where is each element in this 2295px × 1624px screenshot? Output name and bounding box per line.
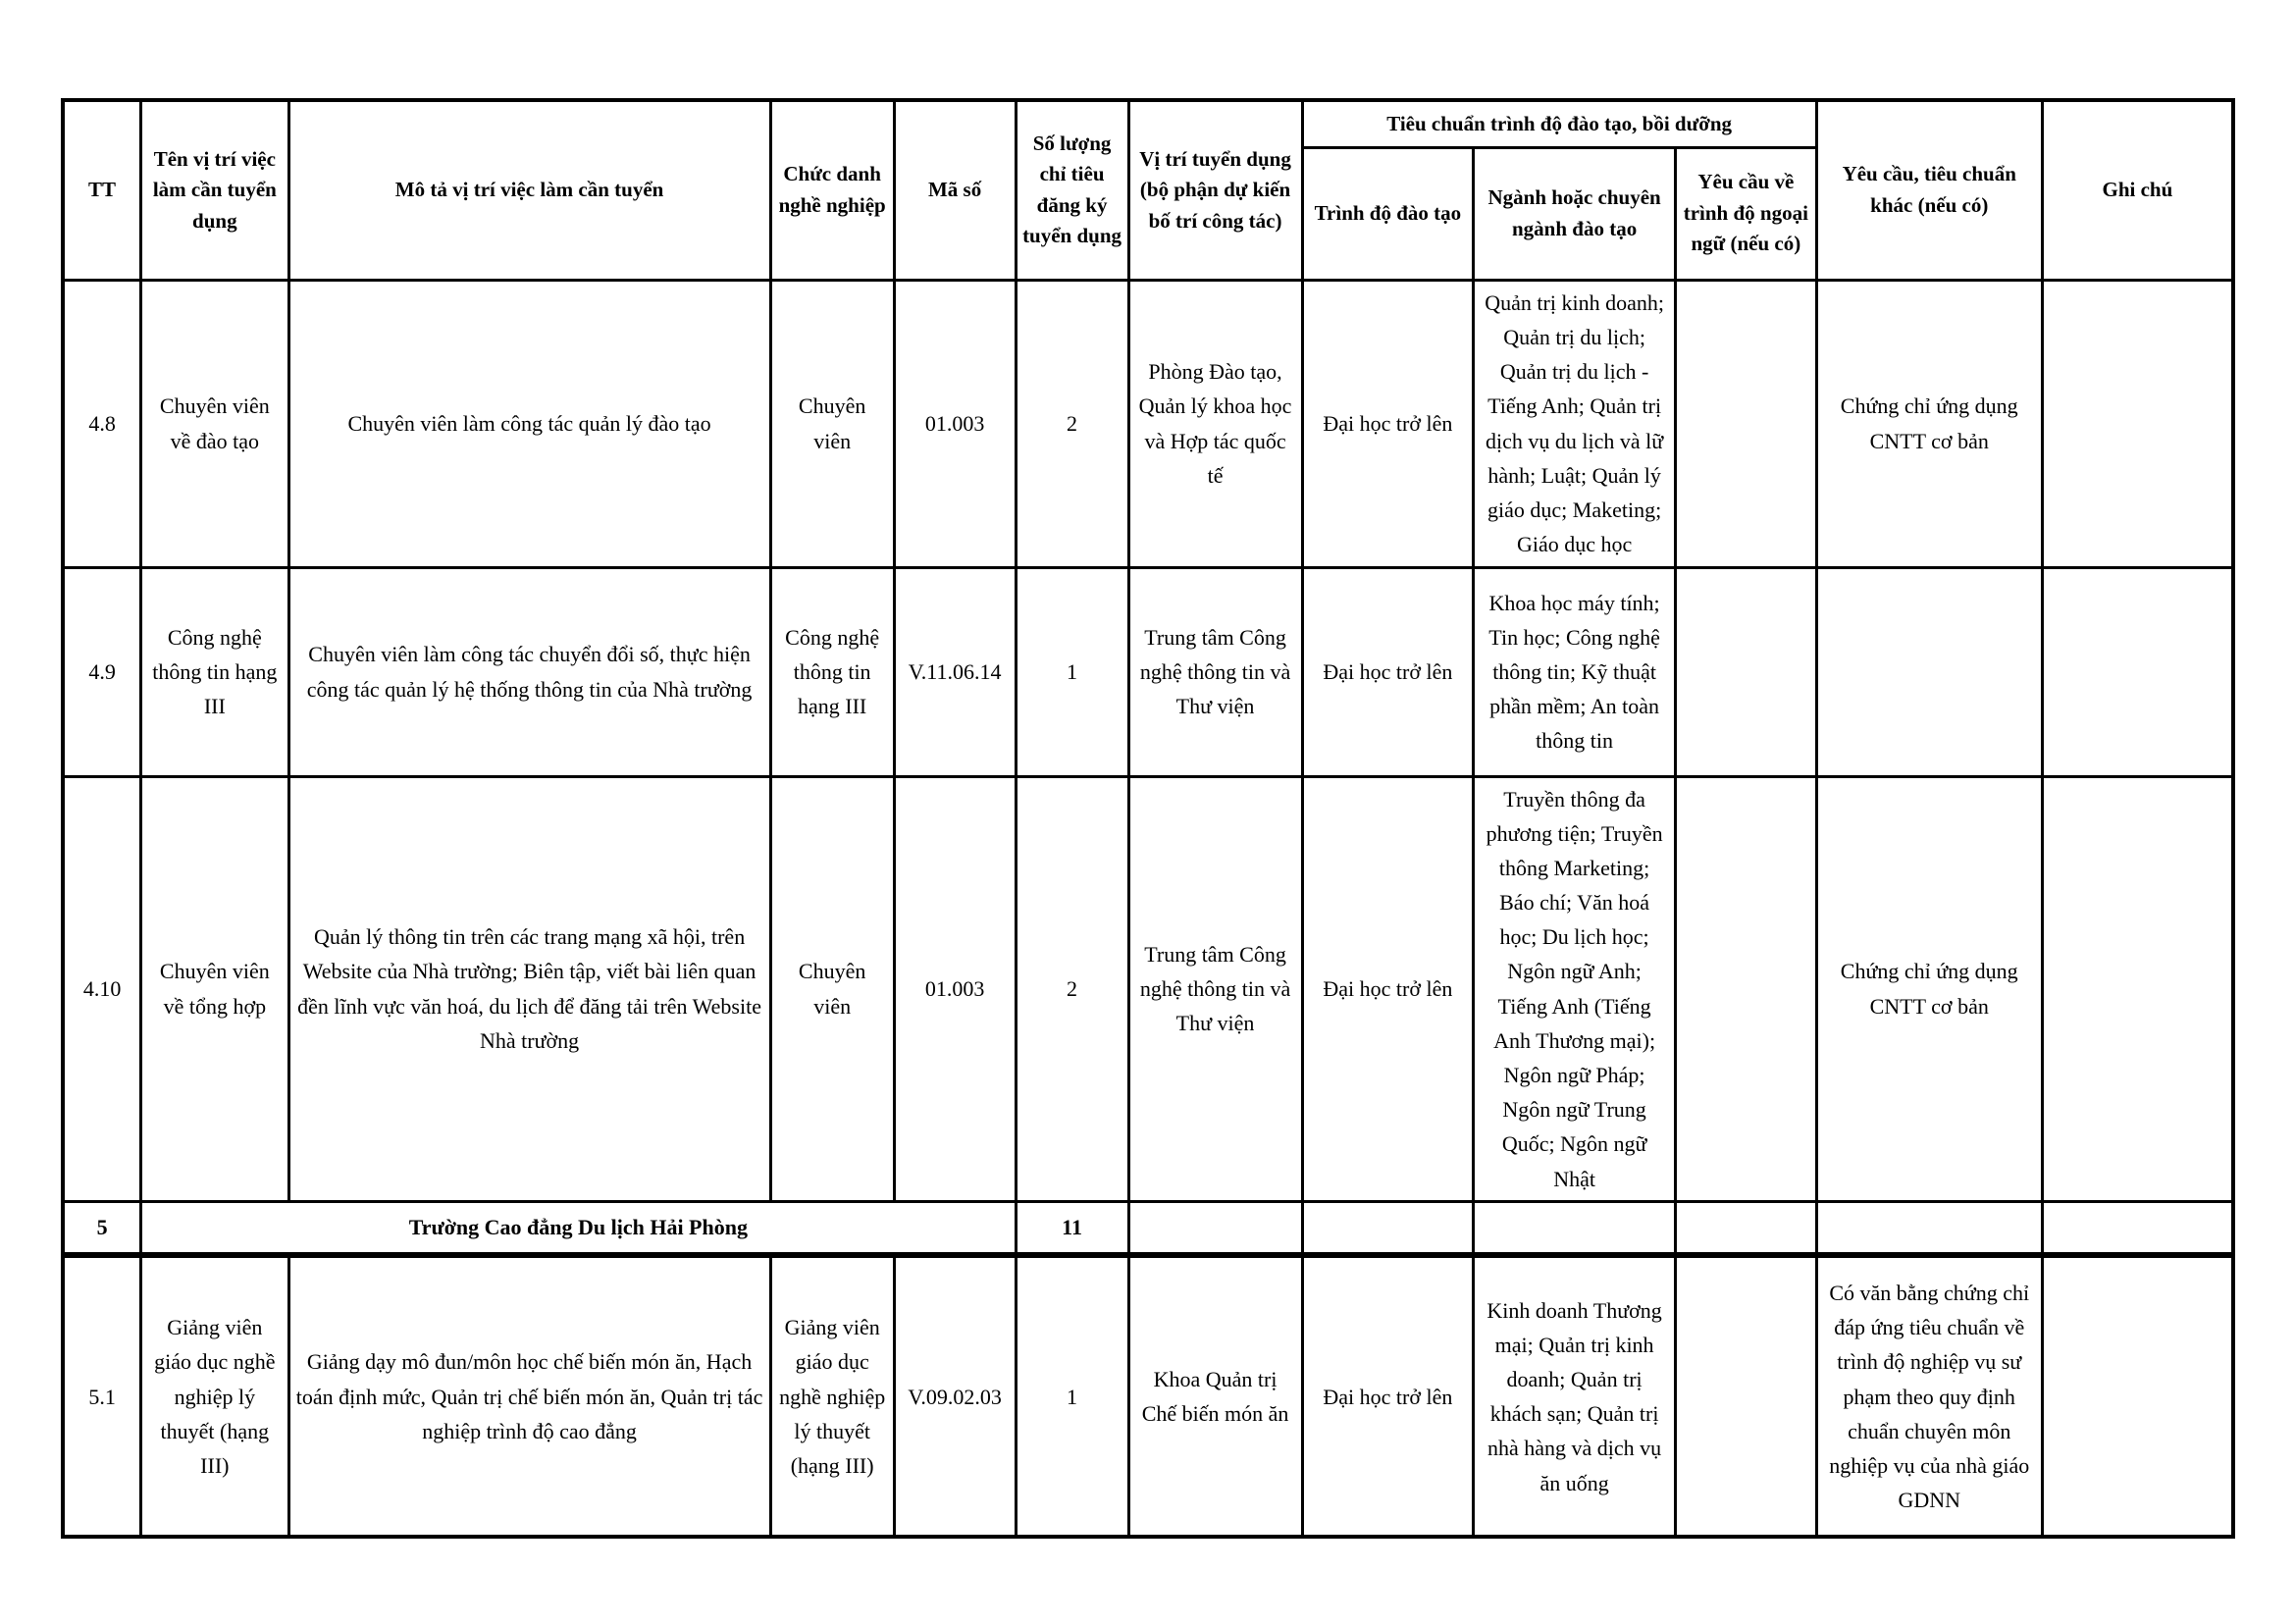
row-4-8-tt-cell: 4.8 bbox=[63, 280, 141, 567]
row-5-1-mo-ta-cell: Giảng dạy mô đun/môn học chế biến món ăn, Hạch toán định mức, Quản trị chế biến món ăn, Quản trị tác nghiệp trình độ cao đẳng bbox=[288, 1255, 770, 1537]
row-5-1-ghi-chu-cell bbox=[2042, 1255, 2233, 1537]
col-header-chuc-danh: Chức danh nghề nghiệp bbox=[770, 100, 894, 280]
col-header-trinh-do: Trình độ đào tạo bbox=[1302, 147, 1474, 280]
row-4-8-ghi-chu-cell bbox=[2042, 280, 2233, 567]
table-row-4-9 bbox=[63, 567, 2233, 776]
row-4-9-trinh-do-cell: Đại học trở lên bbox=[1302, 567, 1474, 776]
row-4-9-ma-so-cell: V.11.06.14 bbox=[894, 567, 1016, 776]
row-5-1-tt-cell: 5.1 bbox=[63, 1255, 141, 1537]
table-row-4-10 bbox=[63, 776, 2233, 1201]
row-4-8-so-luong-cell: 2 bbox=[1016, 280, 1128, 567]
col-header-ngoai-ngu: Yêu cầu về trình độ ngoại ngữ (nếu có) bbox=[1675, 147, 1816, 280]
row-4-9-ngoai-ngu-cell bbox=[1675, 567, 1816, 776]
row-4-10-ma-so-cell: 01.003 bbox=[894, 776, 1016, 1201]
row-5-1-ma-so-cell: V.09.02.03 bbox=[894, 1255, 1016, 1537]
section-5-ngoai-ngu-cell bbox=[1675, 1201, 1816, 1255]
row-4-10-nganh-cell: Truyền thông đa phương tiện; Truyền thông Marketing; Báo chí; Văn hoá học; Du lịch học; Ngôn ngữ Anh; Tiếng Anh (Tiếng Anh Thương mại); Ngôn ngữ Pháp; Ngôn ngữ Trung Quốc; Ngôn ngữ Nhật bbox=[1474, 776, 1676, 1201]
row-4-8-chuc-danh-cell: Chuyên viên bbox=[770, 280, 894, 567]
table-row-4-8 bbox=[63, 280, 2233, 567]
col-header-vi-tri-tuyen-dung: Vị trí tuyển dụng (bộ phận dự kiến bố trí công tác) bbox=[1128, 100, 1302, 280]
col-header-tieu-chuan-group: Tiêu chuẩn trình độ đào tạo, bồi dưỡng bbox=[1302, 100, 1816, 147]
row-5-1-yeu-cau-khac-cell: Có văn bằng chứng chỉ đáp ứng tiêu chuẩn về trình độ nghiệp vụ sư phạm theo quy định chuẩn chuyên môn nghiệp vụ của nhà giáo GDNN bbox=[1816, 1255, 2042, 1537]
row-4-10-so-luong-cell: 2 bbox=[1016, 776, 1128, 1201]
col-header-mo-ta: Mô tả vị trí việc làm cần tuyển bbox=[288, 100, 770, 280]
row-4-10-ghi-chu-cell bbox=[2042, 776, 2233, 1201]
row-5-1-chuc-danh-cell: Giảng viên giáo dục nghề nghiệp lý thuyết (hạng III) bbox=[770, 1255, 894, 1537]
row-4-8-mo-ta-cell: Chuyên viên làm công tác quản lý đào tạo bbox=[288, 280, 770, 567]
row-4-10-ngoai-ngu-cell bbox=[1675, 776, 1816, 1201]
table-row-5-1 bbox=[63, 1255, 2233, 1537]
row-4-8-nganh-cell: Quản trị kinh doanh; Quản trị du lịch; Quản trị du lịch - Tiếng Anh; Quản trị dịch vụ du lịch và lữ hành; Luật; Quản lý giáo dục; Maketing; Giáo dục học bbox=[1474, 280, 1676, 567]
col-header-ghi-chu: Ghi chú bbox=[2042, 100, 2233, 280]
col-header-nganh: Ngành hoặc chuyên ngành đào tạo bbox=[1474, 147, 1676, 280]
row-4-8-ngoai-ngu-cell bbox=[1675, 280, 1816, 567]
section-5-title-cell: Trường Cao đẳng Du lịch Hải Phòng bbox=[141, 1201, 1016, 1255]
row-4-10-yeu-cau-khac-cell: Chứng chỉ ứng dụng CNTT cơ bản bbox=[1816, 776, 2042, 1201]
row-4-9-vi-tri-cell: Trung tâm Công nghệ thông tin và Thư viện bbox=[1128, 567, 1302, 776]
row-5-1-vi-tri-cell: Khoa Quản trị Chế biến món ăn bbox=[1128, 1255, 1302, 1537]
row-4-10-mo-ta-cell: Quản lý thông tin trên các trang mạng xã hội, trên Website của Nhà trường; Biên tập, viết bài liên quan đền lĩnh vực văn hoá, du lịch để đăng tải trên Website Nhà trường bbox=[288, 776, 770, 1201]
col-header-tt: TT bbox=[63, 100, 141, 280]
section-5-vi-tri-cell bbox=[1128, 1201, 1302, 1255]
row-5-1-trinh-do-cell: Đại học trở lên bbox=[1302, 1255, 1474, 1537]
col-header-yeu-cau-khac: Yêu cầu, tiêu chuẩn khác (nếu có) bbox=[1816, 100, 2042, 280]
row-4-9-nganh-cell: Khoa học máy tính; Tin học; Công nghệ thông tin; Kỹ thuật phần mềm; An toàn thông tin bbox=[1474, 567, 1676, 776]
row-5-1-ngoai-ngu-cell bbox=[1675, 1255, 1816, 1537]
recruitment-table bbox=[61, 98, 2235, 1539]
row-4-10-tt-cell: 4.10 bbox=[63, 776, 141, 1201]
row-5-1-ten-cell: Giảng viên giáo dục nghề nghiệp lý thuyết (hạng III) bbox=[141, 1255, 288, 1537]
row-4-8-ten-cell: Chuyên viên về đào tạo bbox=[141, 280, 288, 567]
row-4-9-ghi-chu-cell bbox=[2042, 567, 2233, 776]
row-4-9-mo-ta-cell: Chuyên viên làm công tác chuyển đổi số, thực hiện công tác quản lý hệ thống thông tin của Nhà trường bbox=[288, 567, 770, 776]
col-header-ten-vi-tri: Tên vị trí việc làm cần tuyển dụng bbox=[141, 100, 288, 280]
row-4-10-trinh-do-cell: Đại học trở lên bbox=[1302, 776, 1474, 1201]
row-4-8-yeu-cau-khac-cell: Chứng chỉ ứng dụng CNTT cơ bản bbox=[1816, 280, 2042, 567]
row-4-9-chuc-danh-cell: Công nghệ thông tin hạng III bbox=[770, 567, 894, 776]
section-5-tt-cell: 5 bbox=[63, 1201, 141, 1255]
row-4-9-yeu-cau-khac-cell bbox=[1816, 567, 2042, 776]
row-4-10-chuc-danh-cell: Chuyên viên bbox=[770, 776, 894, 1201]
row-4-10-vi-tri-cell: Trung tâm Công nghệ thông tin và Thư viện bbox=[1128, 776, 1302, 1201]
col-header-ma-so: Mã số bbox=[894, 100, 1016, 280]
row-5-1-nganh-cell: Kinh doanh Thương mại; Quản trị kinh doanh; Quản trị khách sạn; Quản trị nhà hàng và dịch vụ ăn uống bbox=[1474, 1255, 1676, 1537]
row-4-8-trinh-do-cell: Đại học trở lên bbox=[1302, 280, 1474, 567]
row-4-10-ten-cell: Chuyên viên về tổng hợp bbox=[141, 776, 288, 1201]
section-5-yeu-cau-khac-cell bbox=[1816, 1201, 2042, 1255]
row-4-8-ma-so-cell: 01.003 bbox=[894, 280, 1016, 567]
section-5-nganh-cell bbox=[1474, 1201, 1676, 1255]
section-5-ghi-chu-cell bbox=[2042, 1201, 2233, 1255]
col-header-so-luong: Số lượng chỉ tiêu đăng ký tuyển dụng bbox=[1016, 100, 1128, 280]
row-4-9-ten-cell: Công nghệ thông tin hạng III bbox=[141, 567, 288, 776]
row-5-1-so-luong-cell: 1 bbox=[1016, 1255, 1128, 1537]
section-row-5 bbox=[63, 1201, 2233, 1255]
row-4-9-so-luong-cell: 1 bbox=[1016, 567, 1128, 776]
section-5-so-luong-cell: 11 bbox=[1016, 1201, 1128, 1255]
row-4-9-tt-cell: 4.9 bbox=[63, 567, 141, 776]
section-5-trinh-do-cell bbox=[1302, 1201, 1474, 1255]
row-4-8-vi-tri-cell: Phòng Đào tạo, Quản lý khoa học và Hợp tác quốc tế bbox=[1128, 280, 1302, 567]
